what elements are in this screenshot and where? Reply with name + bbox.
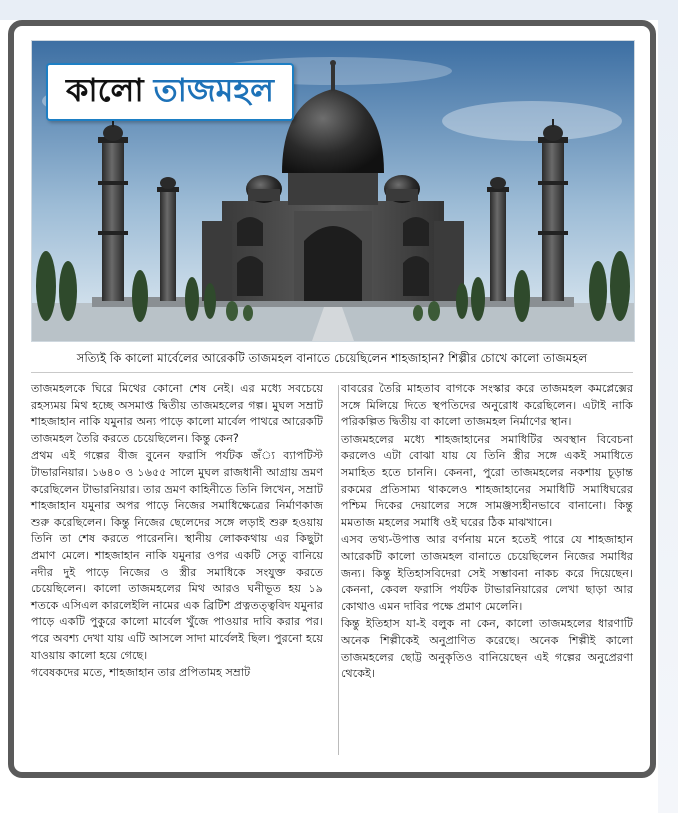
column-right [341, 381, 633, 761]
page-right-strip [658, 0, 678, 813]
paragraph: তাজমহলকে ঘিরে মিথের কোনো শেষ নেই। এর মধ্যে সবচেয়ে রহস্যময় মিথ হচ্ছে অসমাপ্ত দ্বিতীয় তাজমহলের গল্প। মুঘল সম্রাট শাহজাহান নাকি যমুনার অন্য পাড়ে কালো মার্বেল পাথরে আরেকটি তাজমহল তৈরি করতে চেয়েছিলেন। কিন্তু কেন? [31, 382, 323, 445]
page-top-strip [0, 0, 678, 20]
image-caption: সত্যিই কি কালো মার্বেলের আরেকটি তাজমহল বানাতে চেয়েছিলেন শাহজাহান? শিল্পীর চোখে কালো তাজমহল [31, 346, 633, 373]
article-title [46, 63, 294, 121]
paragraph: বাবরের তৈরি মাহতাব বাগকে সংস্কার করে তাজমহল কমপ্লেক্সের সঙ্গে মিলিয়ে দিতে স্থপতিদের অনুরোধ করেছিলেন। এটাই নাকি পরিকল্পিত দ্বিতীয় বা কালো তাজমহল নির্মাণের স্থান। [341, 382, 633, 429]
paragraph: গবেষকদের মতে, শাহজাহান তার প্রপিতামহ সম্রাট [31, 666, 251, 680]
title-word-tajmahal: তাজমহল [153, 71, 274, 109]
hero-image-black-taj-mahal [31, 40, 635, 342]
paragraph: প্রথম এই গল্পের বীজ বুনেন ফরাসি পর্যটক জঁ্য ব্যাপটিস্ট টাভারনিয়ার। ১৬৪০ ও ১৬৫৫ সালে মুঘল রাজধানী আগ্রায় ভ্রমণ করেছিলেন টাভারনিয়ার। তার ভ্রমণ কাহিনীতে তিনি লিখেন, সম্রাট শাহজাহান যমুনার অপর পাড়ে নিজের সমাধিক্ষেত্রের নির্মাণকাজ শুরু করেছিলেন। কিন্তু নিজের ছেলেদের সঙ্গে লড়াই শুরু হওয়ায় তিনি তা শেষ করতে পারেননি। স্থানীয় লোককথায় এর কিছুটা প্রমাণ মেলে। শাহজাহান নাকি যমুনার ওপর একটি সেতু বানিয়ে নদীর দুই পাড়ে নিজের ও স্ত্রীর সমাধিকে সংযুক্ত করতে চেয়েছিলেন। কালো তাজমহলের মিথ আরও ঘনীভূত হয় ১৯ শতকে এসিএল কারলেইলি নামের এক ব্রিটিশ প্রত্নতত্ত্ববিদ যমুনার পাড়ে একটি পুকুরে কালো মার্বেল খুঁজে পাওয়ার দাবি করার পর। পরে অবশ্য দেখা যায় এটি আসলে সাদা মার্বেলই ছিল। পুরনো হয়ে যাওয়ায় কালো হয়ে গেছে। [31, 449, 323, 662]
article-body [31, 381, 633, 761]
paragraph: এসব তথ্য-উপাত্ত আর বর্ণনায় মনে হতেই পারে যে শাহজাহান আরেকটি কালো তাজমহল বানাতে চেয়েছিলেন নিজের সমাধির জন্য। কিন্তু ইতিহাসবিদেরা সেই সম্ভাবনা নাকচ করে দিয়েছেন। কেননা, কেবল ফরাসি পর্যটক টাভারনিয়ারের লেখা ছাড়া আর কোথাও এমন দাবির পক্ষে প্রমাণ মেলেনি। [341, 533, 633, 613]
paragraph: কিন্তু ইতিহাস যা-ই বলুক না কেন, কালো তাজমহলের ধারণাটি অনেক শিল্পীকেই অনুপ্রাণিত করেছে। অনেক শিল্পীই কালো তাজমহলের ছোট্ট অনুকৃতিও বানিয়েছেন এই গল্পের অনুপ্রেরণা থেকেই। [341, 617, 633, 681]
title-word-black: কালো [66, 71, 144, 109]
paragraph: তাজমহলের মধ্যে শাহজাহানের সমাধিটির অবস্থান বিবেচনা করলেও এটা বোঝা যায় যে তিনি স্ত্রীর সঙ্গে একই সমাধিতে সমাহিত হতে চাননি। কেননা, পুরো তাজমহলের নকশায় চূড়ান্ত রকমের প্রতিসাম্য থাকলেও শাহজাহানের সমাধিটি সমাধিঘরের পশ্চিম দিকের দেয়ালের সঙ্গে সামঞ্জস্যহীনভাবে বানানো। কিন্তু মমতাজ মহলের সমাধি ওই ঘরের ঠিক মাঝখানে। [341, 432, 633, 529]
column-left [31, 381, 323, 761]
